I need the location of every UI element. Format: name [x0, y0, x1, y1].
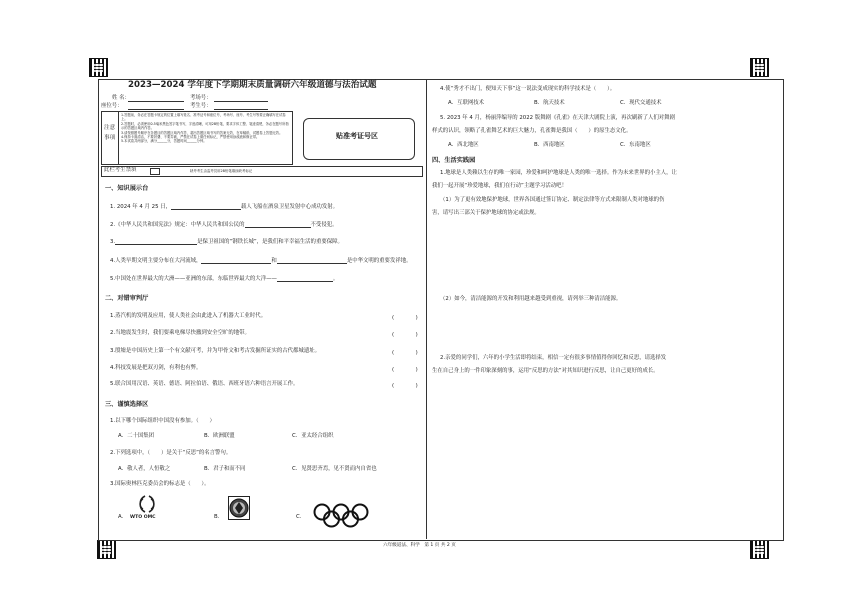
s2-answer-4[interactable]: ( ) [392, 367, 418, 373]
r-q4-option-a[interactable]: A．互联网技术 [448, 100, 485, 106]
s3-q3-option-c[interactable]: C. [296, 514, 302, 520]
notice-list [121, 113, 291, 144]
s3-q3-option-b[interactable]: B. [214, 514, 220, 520]
answer-area-2[interactable] [432, 306, 772, 350]
s2-item: 3.殷墟是中国历史上第一个有文献可考，并为甲骨文和考古发掘所证实的古代都城遗址。 [110, 348, 320, 354]
s2-answer-5[interactable]: ( ) [392, 383, 418, 389]
s2-item: 4.科技发展是把双刃剑，有利也有弊。 [110, 365, 202, 371]
exam-title: 2023—2024 学年度下学期期末质量调研六年级道德与法治试题 [128, 80, 377, 90]
s2-answer-3[interactable]: ( ) [392, 350, 418, 356]
s3-q1-option-b[interactable]: B．欧洲联盟 [204, 433, 235, 439]
absent-note: 缺考考生由监考员用2B铅笔填涂缺考标记 [190, 169, 253, 173]
s3-q3: 3.国际奥林匹克委员会的标志是（ ）。 [110, 481, 210, 487]
s3-q1-option-a[interactable]: A．二十国集团 [118, 433, 155, 439]
ticket-area-label: 贴准考证号区 [336, 132, 378, 140]
s2-answer-2[interactable]: ( ) [392, 332, 418, 338]
section2-heading: 二、对错审判厅 [105, 295, 149, 302]
notice-item: 1.答题前，务必在答题卡规定的位置上填写姓名、准考证号和座位号，考场号、座号、考生号等要正确填写在试卷上。 [121, 113, 286, 122]
section4-heading: 四、生活实践园 [432, 157, 476, 164]
answer-area-1[interactable] [432, 220, 772, 290]
section1-heading: 一、知识展示台 [105, 185, 149, 192]
notice-label: 注意事项 [104, 125, 116, 141]
absent-label: 此栏考生禁填 [104, 167, 137, 173]
r-q5-option-c[interactable]: C．东南地区 [620, 142, 651, 148]
notice-item: 3.请按照题号顺序在各题目的答题区域内作答，超出答题区域书写的答案无效，在草稿纸、试题卷上答题无效。 [121, 130, 283, 135]
r-q5-option-b[interactable]: B．西南地区 [534, 142, 565, 148]
s1-q3: 3. 是保卫祖国的“钢铁长城”，是我们和平幸福生活的重要保障。 [110, 239, 343, 245]
section3-heading: 三、谨慎选择区 [105, 401, 149, 408]
p1-sub1-line2: 害，请写出三部关于保护地球的协定或法规。 [432, 210, 540, 216]
r-q4-option-b[interactable]: B．航天技术 [534, 100, 565, 106]
p2-line2: 生在自己身上的一件印象深刻的事，运用“反思的方法”对其知识进行反思，让自己更好的成长。 [432, 368, 659, 374]
s1-q5-blank[interactable] [277, 275, 333, 282]
s1-q2: 2.《中华人民共和国宪法》规定：中华人民共和国公民的 不受侵犯。 [110, 222, 338, 228]
answer-area-3[interactable] [432, 378, 772, 528]
s1-q3-blank[interactable] [115, 238, 197, 245]
column-divider [426, 79, 427, 539]
s1-q4-blank-a[interactable] [201, 257, 271, 264]
s3-q2: 2.下列选项中，（ ）是关于“反思”的名言警句。 [110, 450, 232, 456]
name-field[interactable] [128, 94, 184, 102]
p1-line2: 我们一起开展“珍爱地球，我们在行动”主题学习活动吧！ [432, 183, 567, 189]
r-q5-option-a[interactable]: A．西北地区 [448, 142, 479, 148]
notice-item: 5.本试卷共两部分，满分______分，答题时间______分钟。 [121, 139, 207, 144]
s3-q2-option-b[interactable]: B．君子和而不同 [204, 466, 246, 472]
page-footer: 六年级道法、科学 第 1 页 共 2 页 [383, 543, 456, 548]
ticket-field[interactable] [214, 102, 268, 110]
s3-q2-option-a[interactable]: A．敬人者，人恒敬之 [118, 466, 171, 472]
olympic-rings-icon [312, 503, 372, 529]
seat-field[interactable] [128, 102, 184, 110]
name-label: 姓 名： [112, 95, 130, 101]
s2-item: 5.联合国用汉语、英语、德语、阿拉伯语、俄语、西班牙语六种语言开展工作。 [110, 381, 299, 387]
s3-q3-option-a[interactable]: A. [118, 514, 124, 520]
p2-line1: 2.亲爱的同学们，六年的小学生活即将结束，相信一定有很多事情值得你回忆和反思，请选择发 [440, 355, 667, 361]
s3-q2-option-c[interactable]: C．见贤思齐焉，见不贤而内自省也 [292, 466, 377, 472]
seat-label: 座位号： [101, 103, 123, 109]
s2-answer-1[interactable]: ( ) [392, 315, 418, 321]
qr-code-bottom-right [750, 540, 769, 559]
s2-item: 2.当地震发生时，我们要乘电梯尽快撤到安全空旷的地带。 [110, 330, 250, 336]
p1-sub2: （2）如今，清洁能源的开发和利用越来越受到重视，请列举三种清洁能源。 [440, 296, 622, 302]
r-q4: 4.使“秀才不出门，便知天下事”这一说法变成现实的科学技术是（ ）。 [440, 86, 616, 92]
qr-code-top-right [750, 58, 769, 77]
s3-q1: 1.以下哪个国际组织中国没有参加。（ ） [110, 418, 215, 424]
exam-no-label: 考场号： [190, 95, 212, 101]
s3-q1-option-c[interactable]: C．亚太经合组织 [292, 433, 334, 439]
asean-emblem-icon [228, 496, 250, 520]
s1-q4-blank-b[interactable] [277, 257, 347, 264]
absent-checkbox[interactable] [150, 168, 160, 175]
s1-q4: 4.人类早期文明主要分布在大河流域， 和 是中华文明的重要发祥地。 [110, 258, 412, 264]
p1-line1: 1.地球是人类赖以生存的唯一家园，珍爱和呵护地球是人类的唯一选择。作为未来世界的小主人，让 [440, 170, 677, 176]
notice-item: 4.保持卡面清洁，不要折叠、不要弄破，严禁在试卷上做任何标记，严禁使用涂改液和修正带。 [121, 135, 260, 140]
notice-item: 2.答题时，必须使用0.5毫米黑色签字笔书写，字迹清晰，可用2B铅笔，要求字体工整、笔迹清楚，务必在题号所指示的答题区域内作答。 [121, 121, 289, 131]
wto-logo-text: WTO OMC [130, 515, 156, 520]
s2-item: 1.蒸汽机的发明及应用，使人类社会由此进入了机器大工业时代。 [110, 313, 267, 319]
s1-q1: 1. 2024 年 4 月 25 日， 载人飞船在酒泉卫星发射中心成功发射。 [110, 204, 339, 210]
p1-sub1-line1: （1）为了更有效地保护地球，世界各国通过签订协定、制定法律等方式来限制人类对地球的伤 [440, 197, 665, 203]
exam-no-field[interactable] [214, 94, 268, 102]
r-q5-line1: 5. 2023 年 4 月，杨丽萍编导的 2022 版舞剧《孔雀》在天津大剧院上演，再次刷新了人们对舞剧 [440, 115, 675, 121]
s1-q5: 5.中国处在世界最大的大洲——亚洲的东部，东临世界最大的大洋—— 。 [110, 276, 339, 282]
s1-q2-blank[interactable] [245, 221, 311, 228]
qr-code-bottom-left [97, 540, 116, 559]
r-q4-option-c[interactable]: C．现代交通技术 [620, 100, 662, 106]
qr-code-top-left [89, 58, 108, 77]
s1-q1-blank[interactable] [171, 203, 241, 210]
ticket-label: 考生号： [190, 103, 212, 109]
r-q5-line2: 样式的认识，领略了孔雀舞艺术的巨大魅力，孔雀舞是我国（ ）的原生态文化。 [432, 128, 632, 134]
